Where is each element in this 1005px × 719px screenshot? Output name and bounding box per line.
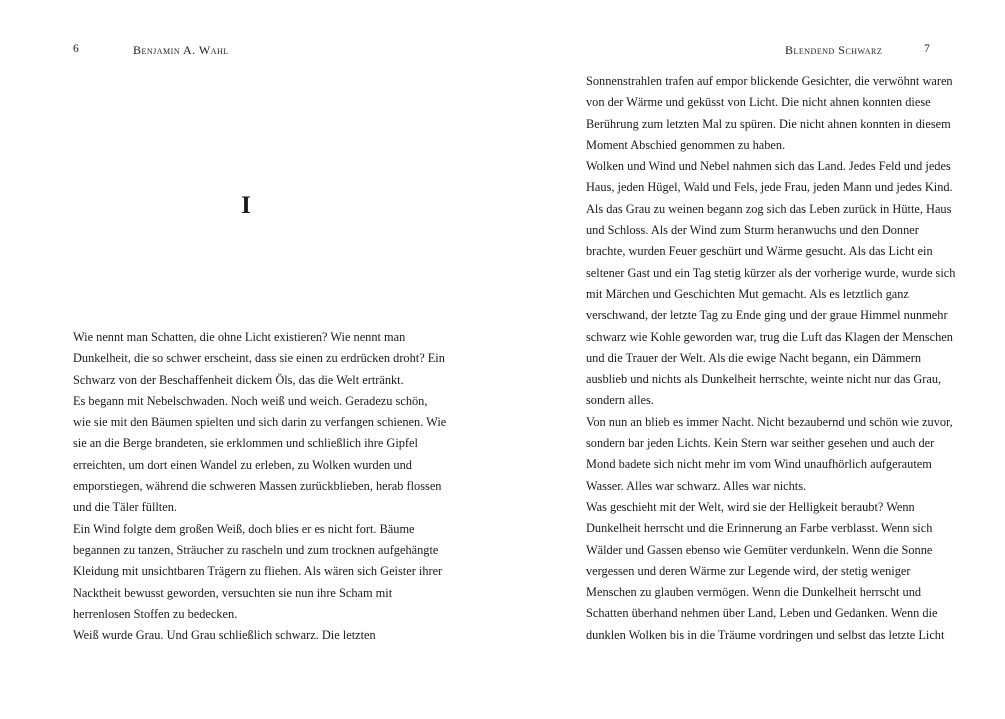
text-line: Von nun an blieb es immer Nacht. Nicht bezaubernd und schön wie zuvor, [586, 414, 953, 429]
text-line: Nacktheit bewusst geworden, versuchten sie nun ihre Scham mit [73, 585, 393, 600]
text-line: Menschen zu glauben vermögen. Wenn die Dunkelheit herrscht und [586, 585, 922, 600]
text-line: Wälder und Gassen ebenso wie Gemüter verdunkeln. Wenn die Sonne [586, 542, 933, 557]
text-line: Kleidung mit unsichtbaren Trägern zu fliehen. Als wären sich Geister ihrer [73, 564, 443, 579]
right-page [503, 0, 1005, 719]
text-line: vergessen und deren Wärme zur Legende wird, der stetig weniger [586, 563, 911, 578]
body-text [73, 327, 446, 646]
text-line: von der Wärme und geküsst von Licht. Die nicht ahnen konnten diese [586, 95, 931, 110]
text-line: Dunkelheit herrscht und die Erinnerung an Farbe verblasst. Wenn sich [586, 521, 933, 536]
text-line: mit Märchen und Geschichten Mut gemacht. Als es letztlich ganz [586, 286, 909, 301]
text-line: emporstiegen, während die schweren Massen zurückblieben, herab flossen [73, 479, 442, 494]
text-line: verschwand, der letzte Tag zu Ende ging und der graue Himmel nunmehr [586, 308, 948, 323]
text-line: Wasser. Alles war schwarz. Alles war nichts. [586, 478, 807, 493]
text-line: Moment Abschied genommen zu haben. [586, 137, 786, 152]
text-line: sondern bar jeden Lichts. Kein Stern war seither gesehen und auch der [586, 436, 935, 451]
text-line: Sonnenstrahlen trafen auf empor blickende Gesichter, die verwöhnt waren [586, 74, 953, 88]
left-page [0, 0, 502, 719]
text-line: brachte, wurden Feuer geschürt und Wärme gesucht. Als das Licht ein [586, 244, 933, 259]
text-line: Haus, jeden Hügel, Wald und Fels, jede Frau, jeden Mann und jedes Kind. [586, 180, 953, 195]
page-number: 6 [73, 43, 79, 55]
text-line: herrenlosen Stoffen zu bedecken. [73, 606, 238, 621]
text-line: Was geschieht mit der Welt, wird sie der Helligkeit beraubt? Wenn [586, 499, 915, 514]
page-number: 7 [924, 43, 930, 55]
text-line: sie an die Berge brandeten, sie erklommen und schließlich ihre Gipfel [73, 436, 418, 451]
text-line: erreichten, um dort einen Wandel zu erleben, zu Wolken wurden und [73, 457, 412, 472]
running-head-author: Benjamin A. Wahl [133, 43, 229, 57]
text-line: Mond badete sich nicht mehr im vom Wind unaufhörlich aufgerautem [586, 457, 932, 472]
text-line: und Schloss. Als der Wind zum Sturm heranwuchs und den Donner [586, 223, 919, 238]
text-line: schwarz wie Kohle geworden war, trug die Luft das Klagen der Menschen [586, 329, 953, 344]
text-line: und die Trauer der Welt. Als die ewige Nacht begann, ein Dämmern [586, 350, 922, 365]
text-line: wie sie mit den Bäumen spielten und sich darin zu verfangen schienen. Wie [73, 415, 447, 430]
text-line: Wie nennt man Schatten, die ohne Licht existieren? Wie nennt man [73, 330, 406, 344]
text-line: sondern alles. [586, 393, 654, 408]
text-line: Ein Wind folgte dem großen Weiß, doch blies er es nicht fort. Bäume [73, 521, 415, 536]
text-line: Weiß wurde Grau. Und Grau schließlich schwarz. Die letzten [73, 628, 376, 643]
text-line: Es begann mit Nebelschwaden. Noch weiß und weich. Geradezu schön, [73, 393, 428, 408]
text-line: begannen zu tanzen, Sträucher zu rascheln und zum trocknen aufgehängte [73, 542, 439, 557]
text-line: Schwarz von der Beschaffenheit dickem Öls, das die Welt ertränkt. [73, 372, 404, 387]
text-line: Als das Grau zu weinen begann zog sich das Leben zurück in Hütte, Haus [586, 201, 952, 216]
text-line: Berührung zum letzten Mal zu spüren. Die nicht ahnen konnten in diesem [586, 116, 951, 131]
text-line: Dunkelheit, die so schwer erscheint, dass sie einen zu erdrücken droht? Ein [73, 351, 445, 366]
running-head-title: Blendend Schwarz [785, 43, 883, 57]
text-line: dunklen Wolken bis in die Träume vordringen und selbst das letzte Licht [586, 627, 945, 642]
text-line: seltener Gast und ein Tag stetig kürzer als der vorherige wurde, wurde sich [586, 265, 956, 280]
text-line: Schatten überhand nehmen über Land, Leben und Gedanken. Wenn die [586, 606, 938, 621]
chapter-number: I [241, 192, 251, 219]
body-text [586, 71, 955, 646]
text-line: ausblieb und nichts als Dunkelheit herrschte, weinte nicht nur das Grau, [586, 372, 942, 387]
text-line: Wolken und Wind und Nebel nahmen sich das Land. Jedes Feld und jedes [586, 159, 951, 174]
text-line: und die Täler füllten. [73, 500, 177, 515]
